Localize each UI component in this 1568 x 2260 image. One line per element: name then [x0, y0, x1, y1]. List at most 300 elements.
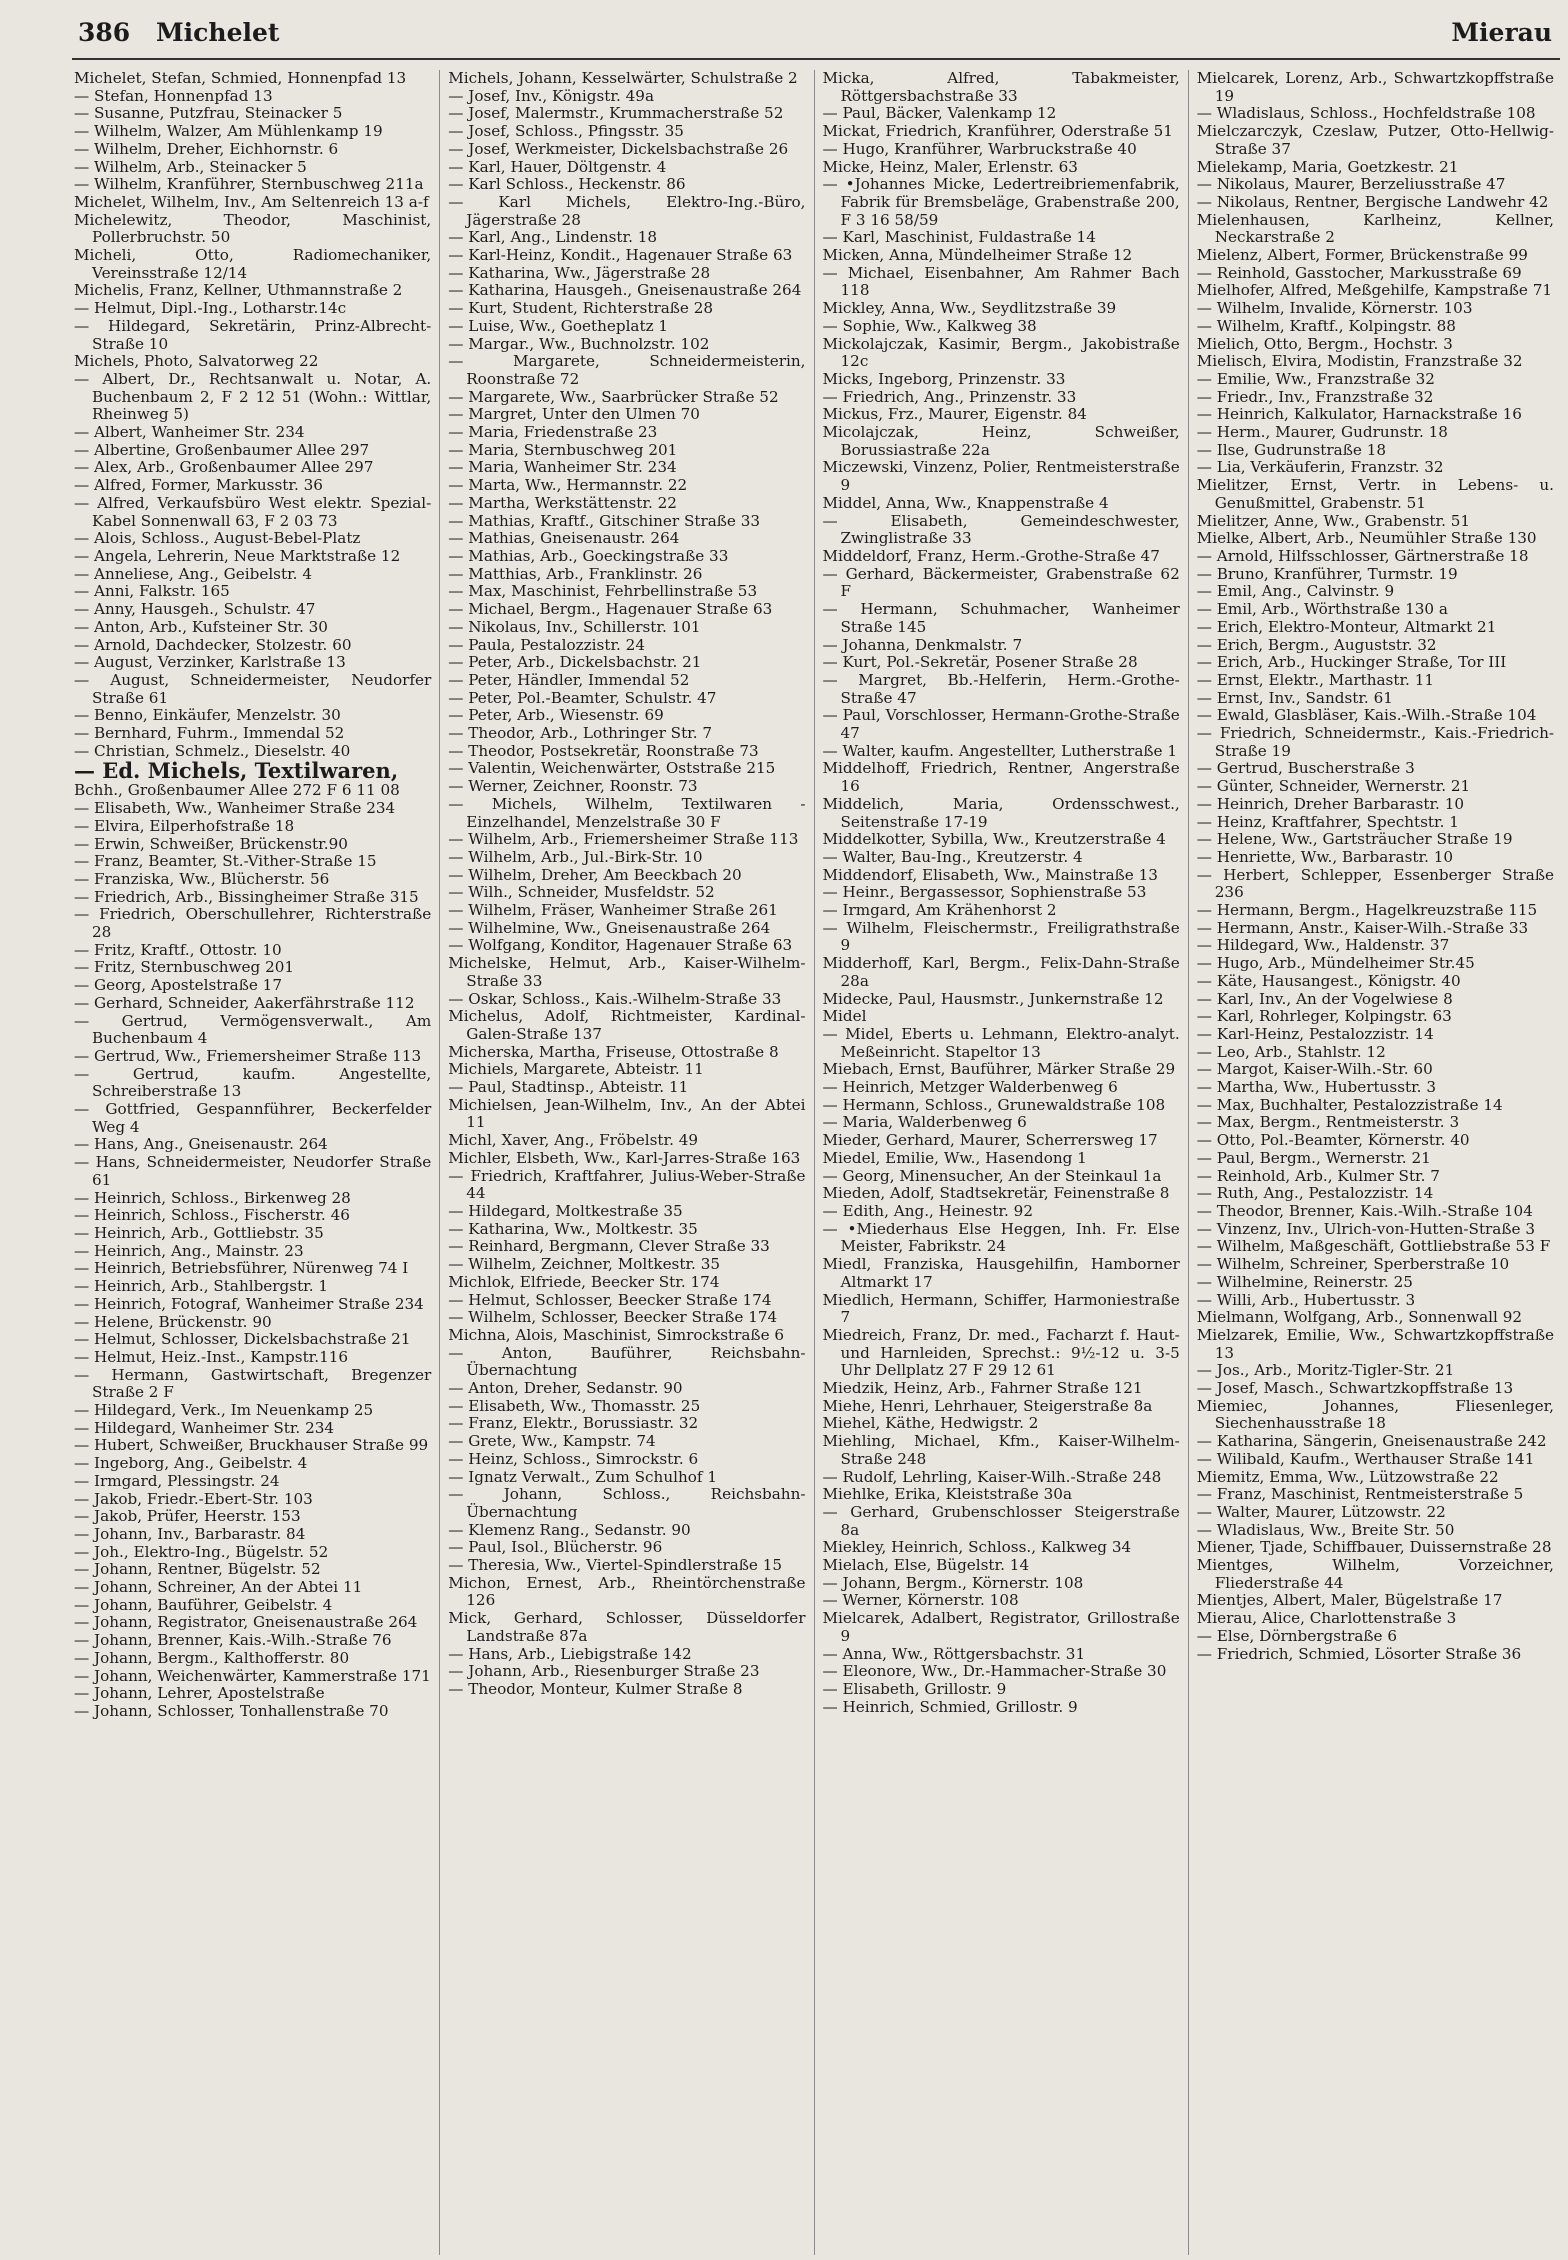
directory-entry: — Ed. Michels, Textilwaren,	[74, 758, 399, 784]
directory-entry: — Katharina, Ww., Jägerstraße 28	[448, 263, 711, 282]
directory-entry: Micherska, Martha, Friseuse, Ottostraße 8	[448, 1042, 779, 1061]
directory-entry: — Josef, Malermstr., Krummacherstraße 52	[448, 104, 784, 123]
directory-entry: — Midel, Eberts u. Lehmann, Elektro-analyt. Meßeinricht. Stapeltor 13	[822, 1024, 1180, 1061]
directory-entry: — Wilhelm, Fräser, Wanheimer Straße 261	[448, 901, 778, 920]
directory-entry: Mielach, Else, Bügelstr. 14	[822, 1556, 1030, 1575]
directory-entry: — Susanne, Putzfrau, Steinacker 5	[74, 104, 343, 123]
directory-entry: — August, Verzinker, Karlstraße 13	[74, 653, 346, 672]
directory-entry: — Otto, Pol.-Beamter, Körnerstr. 40	[1196, 1131, 1470, 1150]
directory-entry: — Wilhelm, Zeichner, Moltkestr. 35	[448, 1255, 721, 1274]
directory-entry: — Johann, Schloss., Reichsbahn-Übernachtung	[448, 1485, 806, 1521]
directory-entry: — Wilhelm, Schlosser, Beecker Straße 174	[448, 1308, 778, 1327]
directory-entry: Mielekamp, Maria, Goetzkestr. 21	[1196, 157, 1459, 176]
directory-entry: — Heinrich, Schloss., Birkenweg 28	[74, 1188, 351, 1207]
directory-entry: — Ignatz Verwalt., Zum Schulhof 1	[448, 1467, 718, 1486]
directory-entry: — Hans, Arb., Liebigstraße 142	[448, 1644, 692, 1663]
directory-entry: — Hermann, Schloss., Grunewaldstraße 108	[822, 1095, 1166, 1114]
directory-entry: — Hildegard, Wanheimer Str. 234	[74, 1418, 335, 1437]
directory-entry: — Wilhelmine, Reinerstr. 25	[1196, 1272, 1413, 1291]
directory-entry: Micheli, Otto, Radiomechaniker, Vereinsstraße 12/14	[74, 246, 432, 282]
directory-entry: — Heinrich, Schloss., Fischerstr. 46	[74, 1206, 350, 1225]
directory-entry: — Vinzenz, Inv., Ulrich-von-Hutten-Straße 3	[1196, 1219, 1535, 1238]
header-rule	[72, 58, 1560, 60]
directory-entry: Miedl, Franziska, Hausgehilfin, Hamborner Altmarkt 17	[822, 1255, 1180, 1291]
directory-entry: Mientges, Wilhelm, Vorzeichner, Fliederstraße 44	[1196, 1556, 1554, 1592]
directory-entry: — Käte, Hausangest., Königstr. 40	[1196, 971, 1461, 990]
running-head-left: Michelet	[156, 18, 280, 47]
directory-entry: — Gottfried, Gespannführer, Beckerfelder Weg 4	[74, 1100, 432, 1136]
directory-entry: — Valentin, Weichenwärter, Oststraße 215	[448, 759, 776, 778]
directory-entry: — Heinr., Bergassessor, Sophienstraße 53	[822, 883, 1147, 902]
directory-entry: — Alfred, Verkaufsbüro West elektr. Spezial-Kabel Sonnenwall 63, F 2 03 73	[74, 493, 432, 530]
directory-entry: Middel, Anna, Ww., Knappenstraße 4	[822, 493, 1109, 512]
directory-entry: — Karl, Maschinist, Fuldastraße 14	[822, 228, 1096, 247]
directory-entry: — Gertrud, Vermögensverwalt., Am Buchenbaum 4	[74, 1011, 432, 1048]
directory-entry: — Josef, Schloss., Pfingsstr. 35	[448, 122, 684, 141]
directory-entry: — Gertrud, Buscherstraße 3	[1196, 759, 1415, 778]
directory-entry: — Helmut, Schlosser, Dickelsbachstraße 21	[74, 1330, 411, 1349]
directory-entry: — Benno, Einkäufer, Menzelstr. 30	[74, 706, 341, 725]
directory-entry: Miehe, Henri, Lehrhauer, Steigerstraße 8a	[822, 1396, 1153, 1415]
directory-entry: Miehlke, Erika, Kleiststraße 30a	[822, 1485, 1072, 1504]
directory-entry: — Friedrich, Schneidermstr., Kais.-Friedrich-Straße 19	[1196, 724, 1554, 760]
directory-entry: — Heinrich, Kalkulator, Harnackstraße 16	[1196, 405, 1522, 424]
directory-entry: Mickley, Anna, Ww., Seydlitzstraße 39	[822, 299, 1117, 318]
directory-entry: — Theodor, Postsekretär, Roonstraße 73	[448, 741, 759, 760]
directory-entry: — Johann, Weichenwärter, Kammerstraße 171	[74, 1666, 431, 1685]
directory-entry: — Wilhelm, Fleischermstr., Freiligrathstraße 9	[822, 918, 1180, 955]
directory-entry: — Maria, Friedenstraße 23	[448, 423, 658, 442]
directory-entry: — Henriette, Ww., Barbarastr. 10	[1196, 847, 1454, 866]
directory-entry: — Erich, Elektro-Monteur, Altmarkt 21	[1196, 617, 1497, 636]
directory-entry: — Helmut, Schlosser, Beecker Straße 174	[448, 1290, 772, 1309]
directory-entry: — August, Schneidermeister, Neudorfer Straße 61	[74, 670, 432, 707]
directory-entry: — Margarete, Ww., Saarbrücker Straße 52	[448, 387, 779, 406]
directory-entry: — Eleonore, Ww., Dr.-Hammacher-Straße 30	[822, 1662, 1167, 1681]
directory-entry: — Mathias, Gneisenaustr. 264	[448, 529, 680, 548]
directory-entry: — Hans, Ang., Gneisenaustr. 264	[74, 1135, 328, 1154]
directory-entry: — Heinrich, Metzger Walderbenweg 6	[822, 1078, 1118, 1097]
directory-entry: Miedzik, Heinz, Arb., Fahrner Straße 121	[822, 1379, 1143, 1398]
directory-entry: — Herm., Maurer, Gudrunstr. 18	[1196, 423, 1448, 442]
directory-entry: — Maria, Sternbuschweg 201	[448, 440, 678, 459]
directory-entry: Michels, Johann, Kesselwärter, Schulstraße 2	[448, 70, 798, 87]
directory-entry: — Katharina, Hausgeh., Gneisenaustraße 264	[448, 281, 802, 300]
directory-entry: — Elisabeth, Ww., Wanheimer Straße 234	[74, 799, 396, 818]
directory-entry: — Nikolaus, Maurer, Berzeliusstraße 47	[1196, 175, 1506, 194]
directory-entry: Mickat, Friedrich, Kranführer, Oderstraße 51	[822, 122, 1173, 141]
directory-entry: Miekley, Heinrich, Schloss., Kalkweg 34	[822, 1538, 1132, 1557]
directory-entry: Mientjes, Albert, Maler, Bügelstraße 17	[1196, 1591, 1503, 1610]
directory-entry: — Wilhelm, Arb., Friemersheimer Straße 113	[448, 830, 799, 849]
running-head-right: Mierau	[1451, 18, 1552, 47]
directory-entry: Michelus, Adolf, Richtmeister, Kardinal-Galen-Straße 137	[448, 1007, 806, 1043]
directory-entry: — Anneliese, Ang., Geibelstr. 4	[74, 564, 312, 583]
directory-entry: — Heinrich, Arb., Stahlbergstr. 1	[74, 1277, 329, 1296]
directory-entry: — Wilhelm, Kraftf., Kolpingstr. 88	[1196, 316, 1456, 335]
directory-entry: — Max, Bergm., Rentmeisterstr. 3	[1196, 1113, 1460, 1132]
page-number: 386	[78, 18, 131, 47]
directory-entry: Mielmann, Wolfgang, Arb., Sonnenwall 92	[1196, 1308, 1523, 1327]
directory-entry: — Elisabeth, Grillostr. 9	[822, 1679, 1007, 1698]
directory-entry: Micks, Ingeborg, Prinzenstr. 33	[822, 369, 1066, 388]
directory-entry: — Hildegard, Verk., Im Neuenkamp 25	[74, 1401, 374, 1420]
directory-entry: — Sophie, Ww., Kalkweg 38	[822, 316, 1037, 335]
directory-entry: — Erich, Bergm., Auguststr. 32	[1196, 635, 1437, 654]
directory-entry: Mielenz, Albert, Former, Brückenstraße 99	[1196, 246, 1528, 265]
directory-entry: — Ernst, Inv., Sandstr. 61	[1196, 688, 1393, 707]
directory-entry: Miczewski, Vinzenz, Polier, Rentmeisterstraße 9	[822, 458, 1180, 495]
directory-entry: Bchh., Großenbaumer Allee 272 F 6 11 08	[74, 781, 400, 800]
directory-entry: — Theodor, Arb., Lothringer Str. 7	[448, 724, 713, 743]
directory-entry: — Margar., Ww., Buchnolzstr. 102	[448, 334, 710, 353]
directory-entry: — Elisabeth, Gemeindeschwester, Zwinglistraße 33	[822, 511, 1180, 548]
directory-entry: — Friedrich, Schmied, Lösorter Straße 36	[1196, 1644, 1522, 1663]
directory-entry: — Peter, Pol.-Beamter, Schulstr. 47	[448, 688, 717, 707]
directory-entry: Miedreich, Franz, Dr. med., Facharzt f. Haut- und Harnleiden, Sprechst.: 9½-12 u. 3-5 Uhr Dellplatz 27 F 29 12 61	[822, 1325, 1180, 1380]
column-2	[439, 70, 813, 2255]
directory-entry: — Günter, Schneider, Wernerstr. 21	[1196, 777, 1471, 796]
directory-entry: — Irmgard, Am Krähenhorst 2	[822, 901, 1057, 920]
directory-entry: — Gertrud, Ww., Friemersheimer Straße 113	[74, 1046, 422, 1065]
directory-entry: — Angela, Lehrerin, Neue Marktstraße 12	[74, 546, 401, 565]
directory-entry: Mick, Gerhard, Schlosser, Düsseldorfer Landstraße 87a	[448, 1609, 806, 1645]
directory-entry: Mieder, Gerhard, Maurer, Scherrersweg 17	[822, 1131, 1158, 1150]
directory-entry: — Walter, kaufm. Angestellter, Lutherstraße 1	[822, 741, 1177, 760]
directory-entry: Mielcarek, Lorenz, Arb., Schwartzkopffstraße 19	[1196, 70, 1554, 105]
directory-entry: — Emil, Ang., Calvinstr. 9	[1196, 582, 1395, 601]
directory-entry: — Wilhelm, Arb., Steinacker 5	[74, 157, 307, 176]
directory-entry: — Emilie, Ww., Franzstraße 32	[1196, 369, 1435, 388]
directory-entry: — Johann, Bergm., Körnerstr. 108	[822, 1573, 1084, 1592]
directory-entry: — Martha, Ww., Hubertusstr. 3	[1196, 1078, 1436, 1097]
directory-entry: — Wilhelm, Schreiner, Sperberstraße 10	[1196, 1255, 1510, 1274]
directory-entry: — Walter, Bau-Ing., Kreutzerstr. 4	[822, 847, 1083, 866]
directory-entry: — Erwin, Schweißer, Brückenstr.90	[74, 834, 348, 853]
directory-entry: — Heinrich, Betriebsführer, Nürenweg 74 I	[74, 1259, 409, 1278]
directory-entry: Michler, Elsbeth, Ww., Karl-Jarres-Straße 163	[448, 1148, 801, 1167]
directory-entry: — Hermann, Schuhmacher, Wanheimer Straße 145	[822, 600, 1180, 636]
directory-entry: — Hermann, Gastwirtschaft, Bregenzer Straße 2 F	[74, 1365, 432, 1402]
directory-entry: Micka, Alfred, Tabakmeister, Röttgersbachstraße 33	[822, 70, 1180, 105]
directory-entry: — Theresia, Ww., Viertel-Spindlerstraße 15	[448, 1556, 783, 1575]
directory-entry: — Johanna, Denkmalstr. 7	[822, 635, 1023, 654]
directory-entry: Michelet, Stefan, Schmied, Honnenpfad 13	[74, 70, 407, 87]
directory-entry: Michels, Photo, Salvatorweg 22	[74, 352, 319, 371]
directory-entry: Michelet, Wilhelm, Inv., Am Seltenreich 13 a-f	[74, 192, 429, 211]
directory-entry: — Paul, Vorschlosser, Hermann-Grothe-Straße 47	[822, 706, 1180, 743]
directory-entry: — Theodor, Brenner, Kais.-Wilh.-Straße 104	[1196, 1202, 1533, 1220]
directory-entry: — Bruno, Kranführer, Turmstr. 19	[1196, 564, 1458, 583]
directory-entry: — Karl-Heinz, Kondit., Hagenauer Straße 63	[448, 246, 793, 265]
directory-entry: Miedel, Emilie, Ww., Hasendong 1	[822, 1148, 1087, 1167]
directory-entry: — Joh., Elektro-Ing., Bügelstr. 52	[74, 1542, 329, 1561]
directory-entry: Miebach, Ernst, Bauführer, Märker Straße 29	[822, 1060, 1176, 1079]
directory-entry: — Ernst, Elektr., Marthastr. 11	[1196, 670, 1435, 689]
directory-entry: Mieden, Adolf, Stadtsekretär, Feinenstraße 8	[822, 1184, 1170, 1203]
directory-entry: Micolajczak, Heinz, Schweißer, Borussiastraße 22a	[822, 423, 1180, 459]
directory-entry: Middendorf, Elisabeth, Ww., Mainstraße 13	[822, 865, 1158, 884]
directory-entry: Michelis, Franz, Kellner, Uthmannstraße 2	[74, 281, 403, 300]
directory-entry: Mierau, Alice, Charlottenstraße 3	[1196, 1609, 1457, 1628]
directory-entry: — Karl, Ang., Lindenstr. 18	[448, 228, 658, 247]
directory-entry: Mielitzer, Ernst, Vertr. in Lebens- u. Genußmittel, Grabenstr. 51	[1196, 476, 1554, 512]
directory-entry: — Nikolaus, Rentner, Bergische Landwehr 42	[1196, 192, 1549, 211]
directory-entry: — Martha, Werkstättenstr. 22	[448, 493, 677, 512]
directory-entry: — Stefan, Honnenpfad 13	[74, 86, 273, 105]
directory-entry: — Reinhard, Bergmann, Clever Straße 33	[448, 1237, 770, 1256]
directory-entry: Michelewitz, Theodor, Maschinist, Pollerbruchstr. 50	[74, 210, 432, 247]
directory-entry: — Anton, Arb., Kufsteiner Str. 30	[74, 617, 328, 636]
directory-entry: Miedlich, Hermann, Schiffer, Harmoniestraße 7	[822, 1290, 1180, 1327]
directory-entry: Mielczarczyk, Czeslaw, Putzer, Otto-Hellwig-Straße 37	[1196, 122, 1554, 158]
directory-entry: — Katharina, Sängerin, Gneisenaustraße 242	[1196, 1432, 1547, 1451]
directory-entry: — Jos., Arb., Moritz-Tigler-Str. 21	[1196, 1361, 1455, 1380]
directory-entry: — Johann, Inv., Barbarastr. 84	[74, 1524, 306, 1543]
directory-entry: — Heinrich, Fotograf, Wanheimer Straße 234	[74, 1294, 424, 1313]
directory-entry: — Peter, Händler, Immendal 52	[448, 670, 690, 689]
directory-entry: Michon, Ernest, Arb., Rheintörchenstraße 126	[448, 1573, 806, 1610]
directory-entry: Mickus, Frz., Maurer, Eigenstr. 84	[822, 405, 1087, 424]
directory-entry: — Margret, Unter den Ulmen 70	[448, 405, 700, 424]
page-header	[78, 18, 1568, 62]
directory-entry: — Gerhard, Schneider, Aakerfährstraße 112	[74, 993, 415, 1012]
directory-entry: — Friedrich, Kraftfahrer, Julius-Weber-Straße 44	[448, 1166, 806, 1203]
directory-entry: — Franz, Maschinist, Rentmeisterstraße 5	[1196, 1485, 1524, 1504]
directory-entry: — Theodor, Monteur, Kulmer Straße 8	[448, 1679, 743, 1698]
directory-entry: — Reinhold, Gasstocher, Markusstraße 69	[1196, 263, 1522, 282]
directory-entry: — Marta, Ww., Hermannstr. 22	[448, 476, 688, 495]
directory-entry: — Hermann, Bergm., Hagelkreuzstraße 115	[1196, 901, 1538, 920]
directory-entry: Midel	[822, 1007, 867, 1026]
directory-entry: — Willi, Arb., Hubertusstr. 3	[1196, 1290, 1416, 1309]
directory-entry: — Albert, Wanheimer Str. 234	[74, 423, 305, 442]
directory-entry: — Helene, Brückenstr. 90	[74, 1312, 272, 1331]
directory-entry: — Anna, Ww., Röttgersbachstr. 31	[822, 1644, 1086, 1663]
column-4	[1188, 70, 1562, 2255]
directory-entry: — Hugo, Kranführer, Warbruckstraße 40	[822, 139, 1137, 158]
directory-entry: — Margarete, Schneidermeisterin, Roonstraße 72	[448, 352, 806, 388]
directory-entry: — Wolfgang, Konditor, Hagenauer Straße 63	[448, 936, 793, 955]
directory-entry: — Friedrich, Arb., Bissingheimer Straße 315	[74, 887, 419, 906]
directory-entry: — Klemenz Rang., Sedanstr. 90	[448, 1520, 691, 1539]
directory-entry: — Wilhelm, Dreher, Eichhornstr. 6	[74, 139, 339, 158]
directory-entry: — Peter, Arb., Dickelsbachstr. 21	[448, 653, 702, 672]
directory-entry: — Hildegard, Ww., Haldenstr. 37	[1196, 936, 1450, 955]
directory-entry: Michl, Xaver, Ang., Fröbelstr. 49	[448, 1131, 699, 1150]
directory-entry: — Karl Michels, Elektro-Ing.-Büro, Jägerstraße 28	[448, 192, 806, 229]
directory-entry: — Max, Maschinist, Fehrbellinstraße 53	[448, 582, 758, 601]
directory-entry: — Georg, Minensucher, An der Steinkaul 1a	[822, 1166, 1162, 1185]
directory-entry: — Johann, Schreiner, An der Abtei 11	[74, 1578, 363, 1597]
directory-entry: — Peter, Arb., Wiesenstr. 69	[448, 706, 664, 725]
directory-entry: — Ingeborg, Ang., Geibelstr. 4	[74, 1454, 308, 1473]
directory-entry: — Michels, Wilhelm, Textilwaren - Einzelhandel, Menzelstraße 30 F	[448, 794, 806, 831]
directory-entry: Middelkotter, Sybilla, Ww., Kreutzerstraße 4	[822, 830, 1166, 849]
directory-entry: — Franziska, Ww., Blücherstr. 56	[74, 869, 330, 888]
directory-entry: — Reinhold, Arb., Kulmer Str. 7	[1196, 1166, 1440, 1185]
directory-entry: — Matthias, Arb., Franklinstr. 26	[448, 564, 703, 583]
directory-entry: Middeldorf, Franz, Herm.-Grothe-Straße 47	[822, 546, 1160, 565]
directory-entry: — Margot, Kaiser-Wilh.-Str. 60	[1196, 1060, 1433, 1079]
directory-entry: — Kurt, Pol.-Sekretär, Posener Straße 28	[822, 653, 1138, 672]
directory-entry: — Jakob, Prüfer, Heerstr. 153	[74, 1507, 301, 1526]
directory-entry: — Irmgard, Plessingstr. 24	[74, 1471, 280, 1490]
directory-entry: Michna, Alois, Maschinist, Simrockstraße 6	[448, 1325, 785, 1344]
column-1	[72, 70, 439, 2255]
directory-entry: — Josef, Masch., Schwartzkopffstraße 13	[1196, 1379, 1514, 1398]
directory-entry: — Franz, Elektr., Borussiastr. 32	[448, 1414, 699, 1433]
directory-entry: — Werner, Körnerstr. 108	[822, 1591, 1019, 1610]
directory-entry: — Katharina, Ww., Moltkestr. 35	[448, 1219, 698, 1238]
directory-entry: — Wilh., Schneider, Musfeldstr. 52	[448, 883, 715, 902]
directory-entry: — Heinz, Schloss., Simrockstr. 6	[448, 1449, 699, 1468]
directory-entry: — Alfred, Former, Markusstr. 36	[74, 476, 323, 495]
directory-entry: — Albert, Dr., Rechtsanwalt u. Notar, A. Buchenbaum 2, F 2 12 51 (Wohn.: Wittlar, Rheinweg 5)	[74, 369, 432, 424]
directory-entry: — Georg, Apostelstraße 17	[74, 976, 282, 995]
directory-entry: Mielcarek, Adalbert, Registrator, Grillostraße 9	[822, 1609, 1180, 1645]
directory-entry: — Max, Buchhalter, Pestalozzistraße 14	[1196, 1095, 1503, 1114]
directory-entry: — Herbert, Schlepper, Essenberger Straße 236	[1196, 865, 1554, 902]
directory-entry: — Alex, Arb., Großenbaumer Allee 297	[74, 458, 374, 477]
directory-entry: Mielitzer, Anne, Ww., Grabenstr. 51	[1196, 511, 1471, 530]
directory-entry: — Margret, Bb.-Helferin, Herm.-Grothe-Straße 47	[822, 670, 1180, 707]
directory-entry: — Helene, Ww., Gartsträucher Straße 19	[1196, 830, 1513, 849]
directory-entry: Michielsen, Jean-Wilhelm, Inv., An der Abtei 11	[448, 1095, 806, 1132]
directory-entry: Mielke, Albert, Arb., Neumühler Straße 130	[1196, 529, 1537, 548]
directory-entry: — Wilhelmine, Ww., Gneisenaustraße 264	[448, 918, 771, 937]
directory-entry: — Erich, Arb., Huckinger Straße, Tor III	[1196, 653, 1507, 672]
directory-entry: — Friedr., Inv., Franzstraße 32	[1196, 387, 1434, 406]
directory-entry: — Christian, Schmelz., Dieselstr. 40	[74, 741, 351, 760]
directory-entry: — Heinz, Kraftfahrer, Spechtstr. 1	[1196, 812, 1459, 831]
directory-entry: — Rudolf, Lehrling, Kaiser-Wilh.-Straße 248	[822, 1467, 1162, 1486]
directory-entry: — Karl-Heinz, Pestalozzistr. 14	[1196, 1024, 1434, 1043]
directory-entry: Midecke, Paul, Hausmstr., Junkernstraße 12	[822, 989, 1164, 1008]
directory-entry: — Wladislaus, Ww., Breite Str. 50	[1196, 1520, 1455, 1539]
directory-entry: — Maria, Wanheimer Str. 234	[448, 458, 677, 477]
directory-entry: — Elvira, Eilperhofstraße 18	[74, 816, 295, 835]
directory-entry: — Josef, Werkmeister, Dickelsbachstraße 26	[448, 139, 789, 158]
directory-entry: — Heinrich, Ang., Mainstr. 23	[74, 1241, 304, 1260]
directory-entry: — Arnold, Hilfsschlosser, Gärtnerstraße 18	[1196, 546, 1529, 565]
directory-entry: — Hubert, Schweißer, Bruckhauser Straße 99	[74, 1436, 429, 1455]
directory-entry: — Johann, Bergm., Kalthofferstr. 80	[74, 1648, 350, 1667]
directory-entry: Micke, Heinz, Maler, Erlenstr. 63	[822, 157, 1078, 176]
directory-entry: — Anton, Bauführer, Reichsbahn-Übernachtung	[448, 1343, 806, 1380]
directory-entry: — Gerhard, Grubenschlosser Steigerstraße 8a	[822, 1502, 1180, 1539]
directory-entry: — Ruth, Ang., Pestalozzistr. 14	[1196, 1184, 1434, 1203]
directory-entry: — Johann, Arb., Riesenburger Straße 23	[448, 1662, 760, 1681]
directory-entry: Mielzarek, Emilie, Ww., Schwartzkopffstraße 13	[1196, 1325, 1554, 1362]
directory-entry: — Paul, Stadtinsp., Abteistr. 11	[448, 1078, 689, 1097]
directory-entry: — Karl Schloss., Heckenstr. 86	[448, 175, 686, 194]
directory-entry: Michlok, Elfriede, Beecker Str. 174	[448, 1272, 720, 1291]
directory-entry: — Hans, Schneidermeister, Neudorfer Straße 61	[74, 1153, 432, 1189]
directory-entry: Michelske, Helmut, Arb., Kaiser-Wilhelm-Straße 33	[448, 954, 806, 990]
directory-entry: — Wilhelm, Invalide, Körnerstr. 103	[1196, 299, 1473, 318]
directory-entry: — Johann, Bauführer, Geibelstr. 4	[74, 1595, 333, 1614]
directory-entry: Michiels, Margarete, Abteistr. 11	[448, 1060, 704, 1079]
directory-entry: Mielisch, Elvira, Modistin, Franzstraße 32	[1196, 352, 1523, 371]
directory-entry: — Arnold, Dachdecker, Stolzestr. 60	[74, 635, 352, 654]
directory-entry: — Josef, Inv., Königstr. 49a	[448, 86, 655, 105]
directory-entry: — Wladislaus, Schloss., Hochfeldstraße 108	[1196, 104, 1536, 123]
directory-entry: Miehling, Michael, Kfm., Kaiser-Wilhelm-Straße 248	[822, 1432, 1180, 1468]
directory-entry: — Wilhelm, Maßgeschäft, Gottliebstraße 53 F	[1196, 1237, 1551, 1256]
directory-entry: — Oskar, Schloss., Kais.-Wilhelm-Straße 33	[448, 989, 782, 1008]
directory-entry: — Johann, Brenner, Kais.-Wilh.-Straße 76	[74, 1631, 392, 1650]
directory-entry: — Emil, Arb., Wörthstraße 130 a	[1196, 600, 1448, 619]
directory-entry: — Gertrud, kaufm. Angestellte, Schreiberstraße 13	[74, 1064, 432, 1101]
directory-entry: Mielenhausen, Karlheinz, Kellner, Neckarstraße 2	[1196, 210, 1554, 247]
directory-entry: — Wilhelm, Arb., Jul.-Birk-Str. 10	[448, 847, 703, 866]
directory-entry: — Helmut, Heiz.-Inst., Kampstr.116	[74, 1347, 349, 1366]
directory-entry: — Wilhelm, Dreher, Am Beeckbach 20	[448, 865, 742, 884]
directory-entry: — Ewald, Glasbläser, Kais.-Wilh.-Straße 104	[1196, 706, 1537, 725]
directory-entry: — Walter, Maurer, Lützowstr. 22	[1196, 1502, 1446, 1521]
directory-entry: — Jakob, Friedr.-Ebert-Str. 103	[74, 1489, 313, 1508]
directory-entry: — Heinrich, Dreher Barbarastr. 10	[1196, 794, 1465, 813]
directory-entry: — Johann, Lehrer, Apostelstraße	[74, 1684, 325, 1703]
directory-entry: — Michael, Bergm., Hagenauer Straße 63	[448, 600, 773, 619]
directory-entry: — Leo, Arb., Stahlstr. 12	[1196, 1042, 1386, 1061]
directory-columns	[72, 70, 1562, 2255]
directory-entry: — Johann, Schlosser, Tonhallenstraße 70	[74, 1701, 389, 1720]
directory-entry: — Mathias, Kraftf., Gitschiner Straße 33	[448, 511, 761, 530]
directory-entry: Mielhofer, Alfred, Meßgehilfe, Kampstraße 71	[1196, 281, 1553, 300]
directory-entry: — Karl, Hauer, Döltgenstr. 4	[448, 157, 667, 176]
directory-entry: Mielich, Otto, Bergm., Hochstr. 3	[1196, 334, 1453, 353]
directory-entry: — Else, Dörnbergstraße 6	[1196, 1626, 1398, 1645]
directory-entry: — Helmut, Dipl.-Ing., Lotharstr.14c	[74, 299, 347, 318]
directory-entry: Middelich, Maria, Ordensschwest., Seitenstraße 17-19	[822, 794, 1180, 831]
directory-entry: — Friedrich, Oberschullehrer, Richterstraße 28	[74, 905, 432, 942]
directory-entry: — Michael, Eisenbahner, Am Rahmer Bach 118	[822, 263, 1180, 300]
directory-entry: — Grete, Ww., Kampstr. 74	[448, 1432, 656, 1451]
directory-entry: — Hildegard, Moltkestraße 35	[448, 1202, 683, 1220]
directory-entry: — Hugo, Arb., Mündelheimer Str.45	[1196, 954, 1475, 973]
directory-entry: Miemitz, Emma, Ww., Lützowstraße 22	[1196, 1467, 1499, 1486]
directory-entry: — Anny, Hausgeh., Schulstr. 47	[74, 600, 316, 619]
directory-entry: — Paula, Pestalozzistr. 24	[448, 635, 646, 654]
directory-entry: — Wilibald, Kaufm., Werthauser Straße 141	[1196, 1449, 1535, 1468]
directory-entry: — Kurt, Student, Richterstraße 28	[448, 299, 714, 318]
directory-entry: — Fritz, Kraftf., Ottostr. 10	[74, 940, 282, 959]
directory-entry: — Hermann, Anstr., Kaiser-Wilh.-Straße 33	[1196, 918, 1529, 937]
directory-entry: — •Miederhaus Else Heggen, Inh. Fr. Else Meister, Fabrikstr. 24	[822, 1219, 1180, 1256]
directory-entry: — Paul, Bäcker, Valenkamp 12	[822, 104, 1057, 123]
directory-entry: — Bernhard, Fuhrm., Immendal 52	[74, 724, 345, 743]
directory-entry: — Ilse, Gudrunstraße 18	[1196, 440, 1387, 459]
directory-entry: — Albertine, Großenbaumer Allee 297	[74, 440, 370, 459]
directory-entry: — Anni, Falkstr. 165	[74, 582, 230, 601]
directory-entry: — Wilhelm, Kranführer, Sternbuschweg 211a	[74, 175, 424, 194]
directory-entry: — Karl, Inv., An der Vogelwiese 8	[1196, 989, 1453, 1008]
directory-entry: — Anton, Dreher, Sedanstr. 90	[448, 1379, 683, 1398]
directory-entry: Miener, Tjade, Schiffbauer, Duissernstraße 28	[1196, 1538, 1552, 1557]
directory-entry: — Mathias, Arb., Goeckingstraße 33	[448, 546, 729, 565]
directory-entry: Micken, Anna, Mündelheimer Straße 12	[822, 246, 1133, 265]
directory-entry: Miehel, Käthe, Hedwigstr. 2	[822, 1414, 1039, 1433]
directory-entry: Middelhoff, Friedrich, Rentner, Angerstraße 16	[822, 759, 1180, 796]
directory-entry: — Karl, Rohrleger, Kolpingstr. 63	[1196, 1007, 1452, 1026]
directory-entry: — Heinrich, Arb., Gottliebstr. 35	[74, 1224, 324, 1242]
directory-entry: — Paul, Bergm., Wernerstr. 21	[1196, 1148, 1431, 1167]
directory-entry: — Nikolaus, Inv., Schillerstr. 101	[448, 617, 701, 636]
directory-entry: — Werner, Zeichner, Roonstr. 73	[448, 777, 698, 796]
directory-entry: — Fritz, Sternbuschweg 201	[74, 958, 295, 977]
